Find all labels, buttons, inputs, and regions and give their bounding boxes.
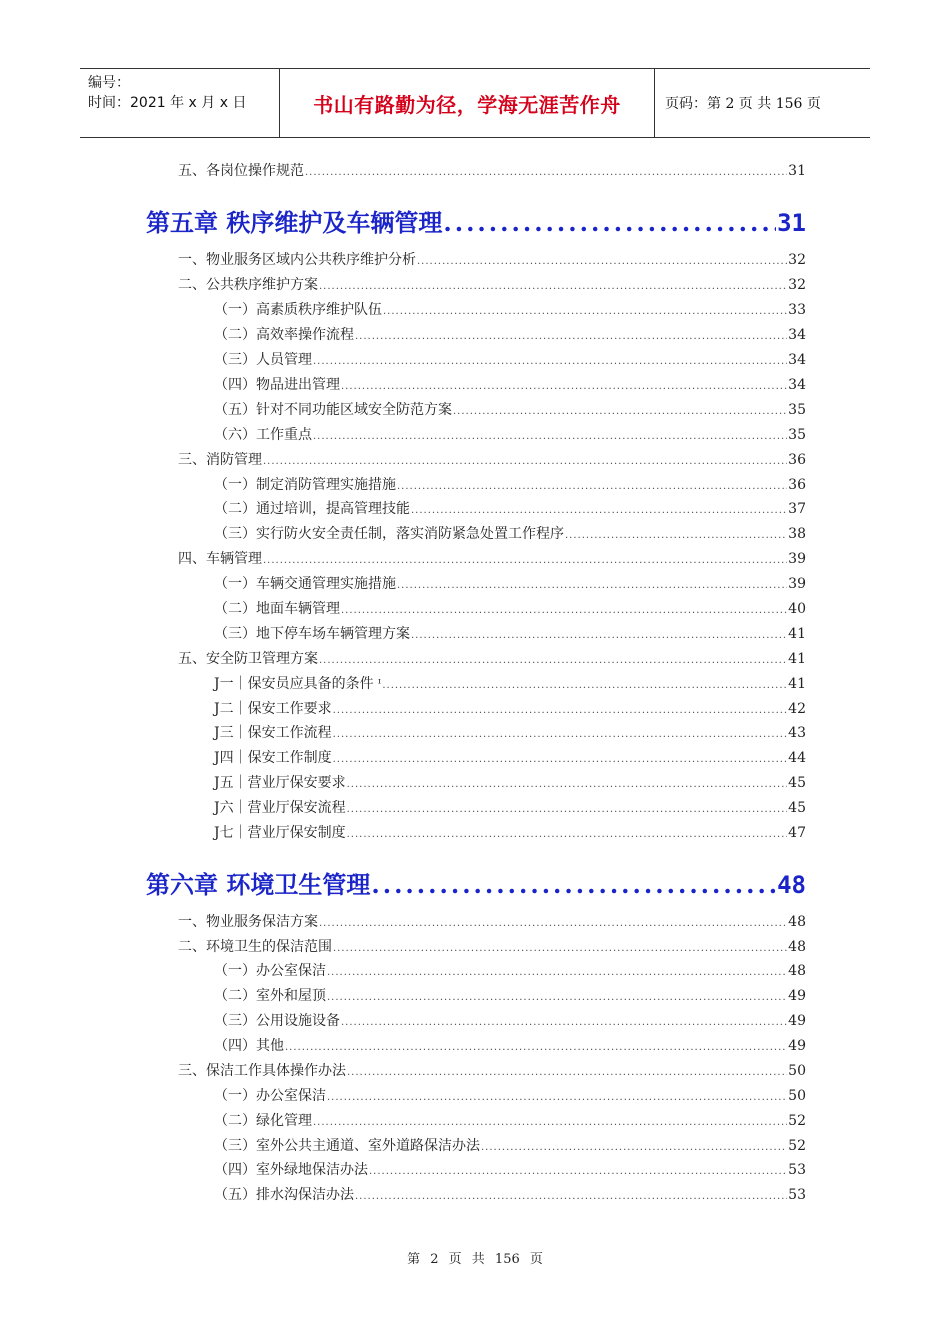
toc-chapter-heading[interactable] xyxy=(146,208,806,238)
toc-entry[interactable] xyxy=(178,451,806,471)
toc-entry-text: （四）室外绿地保洁办法 xyxy=(214,1162,368,1178)
toc-entry[interactable] xyxy=(214,575,806,595)
toc-entry[interactable] xyxy=(214,500,806,520)
toc-entry-text: 三、消防管理 xyxy=(178,452,262,468)
toc-entry[interactable] xyxy=(214,525,806,545)
toc-leader xyxy=(411,502,787,520)
toc-chapter-heading[interactable] xyxy=(146,870,806,900)
toc-leader xyxy=(481,1139,787,1157)
toc-entry-text: （三）室外公共主通道、室外道路保洁办法 xyxy=(214,1138,480,1154)
toc-entry[interactable] xyxy=(214,824,806,844)
toc-entry-page: 32 xyxy=(788,252,806,268)
toc-leader xyxy=(263,453,787,471)
toc-entry-page: 53 xyxy=(788,1162,806,1178)
toc-entry[interactable] xyxy=(214,700,806,720)
toc-entry[interactable] xyxy=(214,1112,806,1132)
toc-leader xyxy=(333,702,788,720)
toc-entry[interactable] xyxy=(214,600,806,620)
toc-entry-text: （三）公用设施设备 xyxy=(214,1013,340,1029)
toc-leader xyxy=(347,826,788,844)
toc-leader xyxy=(417,253,787,271)
toc-leader xyxy=(347,776,788,794)
toc-entry-text: 第六章 环境卫生管理 xyxy=(146,870,371,899)
toc-entry[interactable] xyxy=(178,1062,806,1082)
toc-entry-text: （一）制定消防管理实施措施 xyxy=(214,477,396,493)
toc-entry-text: J一｜保安员应具备的条件 ᶦ xyxy=(214,676,382,692)
toc-entry[interactable] xyxy=(214,376,806,396)
header-time: 时间：2021 年 x 月 x 日 xyxy=(88,95,247,111)
toc-entry-text: （五）排水沟保洁办法 xyxy=(214,1187,354,1203)
toc-entry[interactable] xyxy=(214,1137,806,1157)
toc-entry[interactable] xyxy=(214,1087,806,1107)
toc-entry-page: 44 xyxy=(788,750,806,766)
toc-entry-page: 53 xyxy=(788,1187,806,1203)
toc-entry[interactable] xyxy=(214,301,806,321)
toc-entry[interactable] xyxy=(214,476,806,496)
toc-entry-text: J六｜营业厅保安流程 xyxy=(214,800,346,816)
toc-entry-text: （二）地面车辆管理 xyxy=(214,601,340,617)
toc-entry[interactable] xyxy=(178,913,806,933)
toc-leader xyxy=(263,552,787,570)
toc-entry-page: 34 xyxy=(788,327,806,343)
toc-leader xyxy=(347,1064,787,1082)
toc-entry[interactable] xyxy=(214,1012,806,1032)
toc-leader xyxy=(383,303,787,321)
toc-entry-page: 48 xyxy=(788,939,806,955)
toc-leader xyxy=(397,577,787,595)
toc-leader xyxy=(313,428,787,446)
toc-entry-text: （二）高效率操作流程 xyxy=(214,327,354,343)
toc-entry-text: （二）绿化管理 xyxy=(214,1113,312,1129)
toc-leader xyxy=(382,677,787,695)
toc-entry-page: 35 xyxy=(788,402,806,418)
page-header xyxy=(80,68,870,138)
toc-entry-page: 36 xyxy=(788,477,806,493)
toc-leader xyxy=(313,353,787,371)
toc-entry[interactable] xyxy=(214,1161,806,1181)
toc-entry[interactable] xyxy=(214,987,806,1007)
toc-entry-page: 38 xyxy=(788,526,806,542)
toc-entry-text: （一）办公室保洁 xyxy=(214,963,326,979)
toc-entry-text: 第五章 秩序维护及车辆管理 xyxy=(146,208,443,237)
toc-entry-page: 48 xyxy=(777,871,806,899)
toc-leader xyxy=(347,801,788,819)
toc-entry-text: （三）地下停车场车辆管理方案 xyxy=(214,626,410,642)
toc-entry-page: 43 xyxy=(788,725,806,741)
toc-entry-text: （一）车辆交通管理实施措施 xyxy=(214,576,396,592)
toc-leader xyxy=(319,652,787,670)
toc-entry-page: 40 xyxy=(788,601,806,617)
toc-entry-text: 二、公共秩序维护方案 xyxy=(178,277,318,293)
toc-entry-text: （三）人员管理 xyxy=(214,352,312,368)
toc-entry-page: 32 xyxy=(788,277,806,293)
toc-leader xyxy=(341,602,787,620)
toc-entry[interactable] xyxy=(178,550,806,570)
toc-leader xyxy=(333,940,787,958)
toc-entry-text: （四）其他 xyxy=(214,1038,284,1054)
toc-entry-text: J二｜保安工作要求 xyxy=(214,701,332,717)
toc-leader xyxy=(341,1014,787,1032)
toc-entry-page: 47 xyxy=(788,825,806,841)
toc-leader xyxy=(397,478,787,496)
toc-leader xyxy=(333,726,788,744)
toc-leader xyxy=(285,1039,787,1057)
toc-entry-page: 49 xyxy=(788,1013,806,1029)
toc-leader xyxy=(371,870,776,900)
toc-entry[interactable] xyxy=(178,938,806,958)
toc-entry-page: 45 xyxy=(788,800,806,816)
toc-entry-page: 41 xyxy=(788,626,806,642)
toc-entry-page: 33 xyxy=(788,302,806,318)
toc-entry-text: J三｜保安工作流程 xyxy=(214,725,332,741)
toc-entry-page: 52 xyxy=(788,1113,806,1129)
toc-entry[interactable] xyxy=(214,625,806,645)
toc-entry-text: （二）室外和屋顶 xyxy=(214,988,326,1004)
toc-entry[interactable] xyxy=(214,351,806,371)
toc-entry-text: （四）物品进出管理 xyxy=(214,377,340,393)
toc-entry-text: （一）办公室保洁 xyxy=(214,1088,326,1104)
toc-entry-text: 三、保洁工作具体操作办法 xyxy=(178,1063,346,1079)
toc-entry-text: （五）针对不同功能区域安全防范方案 xyxy=(214,402,452,418)
toc-entry[interactable] xyxy=(178,251,806,271)
toc-entry-text: （六）工作重点 xyxy=(214,427,312,443)
toc-leader xyxy=(443,208,776,238)
toc-leader xyxy=(319,278,787,296)
toc-entry-text: （二）通过培训，提高管理技能 xyxy=(214,501,410,517)
toc-entry-text: J七｜营业厅保安制度 xyxy=(214,825,346,841)
toc-entry-page: 48 xyxy=(788,963,806,979)
toc-entry[interactable] xyxy=(214,962,806,982)
toc-entry-page: 34 xyxy=(788,352,806,368)
toc-entry-page: 41 xyxy=(788,651,806,667)
header-number: 编号： xyxy=(88,75,130,91)
toc-entry-page: 49 xyxy=(788,1038,806,1054)
toc-entry-page: 39 xyxy=(788,576,806,592)
toc-entry-page: 31 xyxy=(777,209,806,237)
toc-leader xyxy=(411,627,787,645)
toc-entry-page: 36 xyxy=(788,452,806,468)
toc-entry-text: J五｜营业厅保安要求 xyxy=(214,775,346,791)
toc-leader xyxy=(305,164,787,182)
toc-entry[interactable] xyxy=(214,799,806,819)
toc-leader xyxy=(565,527,787,545)
toc-entry[interactable] xyxy=(214,401,806,421)
toc-entry-page: 31 xyxy=(788,163,806,179)
toc-entry-text: 二、环境卫生的保洁范围 xyxy=(178,939,332,955)
toc-entry-page: 39 xyxy=(788,551,806,567)
toc-leader xyxy=(355,1188,787,1206)
page-footer: 第 2 页 共 156 页 xyxy=(407,1252,543,1267)
toc-leader xyxy=(453,403,787,421)
toc-entry-page: 52 xyxy=(788,1138,806,1154)
toc-entry-text: 一、物业服务区域内公共秩序维护分析 xyxy=(178,252,416,268)
toc-leader xyxy=(369,1163,787,1181)
toc-leader xyxy=(333,751,788,769)
toc-leader xyxy=(319,915,787,933)
toc-entry[interactable] xyxy=(214,326,806,346)
toc-entry-page: 50 xyxy=(788,1063,806,1079)
toc-entry-text: 五、各岗位操作规范 xyxy=(178,163,304,179)
toc-entry[interactable] xyxy=(178,650,806,670)
toc-leader xyxy=(355,328,787,346)
toc-entry-text: 一、物业服务保洁方案 xyxy=(178,914,318,930)
toc-entry[interactable] xyxy=(214,749,806,769)
toc-leader xyxy=(327,964,787,982)
header-meta xyxy=(80,69,280,137)
toc-entry-page: 35 xyxy=(788,427,806,443)
toc-entry-text: J四｜保安工作制度 xyxy=(214,750,332,766)
toc-entry-text: 五、安全防卫管理方案 xyxy=(178,651,318,667)
toc-entry-page: 45 xyxy=(788,775,806,791)
toc-entry-page: 42 xyxy=(788,701,806,717)
toc-entry[interactable] xyxy=(214,1186,806,1206)
toc-entry[interactable] xyxy=(214,426,806,446)
toc-entry-page: 34 xyxy=(788,377,806,393)
toc-entry-page: 50 xyxy=(788,1088,806,1104)
toc-entry-page: 41 xyxy=(788,676,806,692)
toc-leader xyxy=(341,378,787,396)
toc-entry-text: （三）实行防火安全责任制，落实消防紧急处置工作程序 xyxy=(214,526,564,542)
toc-entry[interactable] xyxy=(214,675,806,695)
toc-leader xyxy=(327,989,787,1007)
toc-entry[interactable] xyxy=(214,724,806,744)
toc-entry-text: 四、车辆管理 xyxy=(178,551,262,567)
toc-leader xyxy=(313,1114,787,1132)
header-page-info: 页码：第 2 页 共 156 页 xyxy=(665,96,821,112)
toc-entry[interactable] xyxy=(178,162,806,182)
toc-entry-page: 49 xyxy=(788,988,806,1004)
toc-entry[interactable] xyxy=(214,1037,806,1057)
toc-entry[interactable] xyxy=(214,774,806,794)
toc-entry-page: 48 xyxy=(788,914,806,930)
toc-leader xyxy=(327,1089,787,1107)
header-motto: 书山有路勤为径，学海无涯苦作舟 xyxy=(280,69,655,137)
toc-entry-page: 37 xyxy=(788,501,806,517)
toc-entry[interactable] xyxy=(178,276,806,296)
toc-entry-text: （一）高素质秩序维护队伍 xyxy=(214,302,382,318)
